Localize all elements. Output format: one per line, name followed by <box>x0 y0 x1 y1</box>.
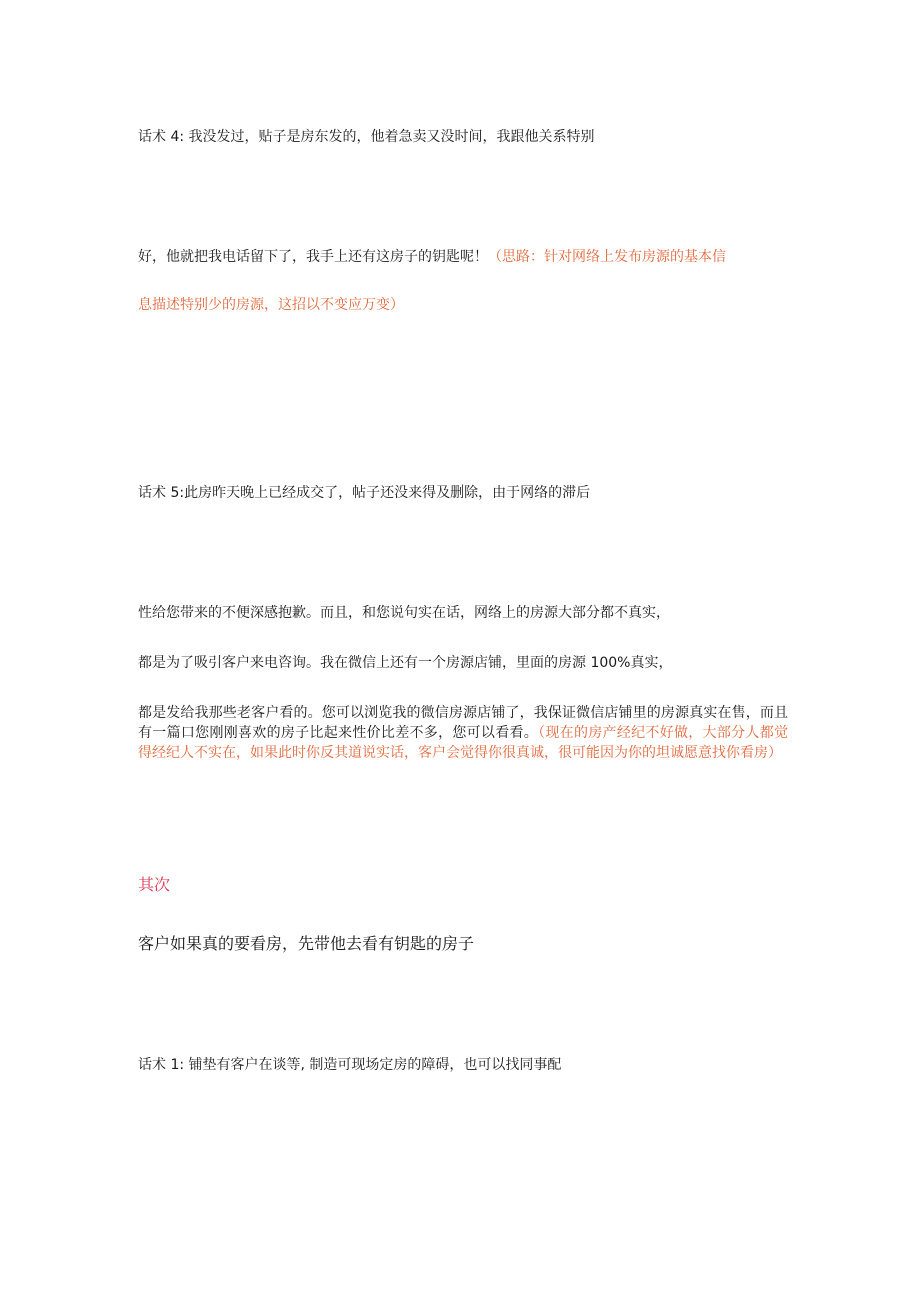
script5-paragraph <box>138 703 788 763</box>
script5-line2: 性给您带来的不便深感抱歉。而且，和您说句实在话，网络上的房源大部分都不真实， <box>138 605 670 621</box>
script4-line2-note: （思路：针对网络上发布房源的基本信 <box>488 249 726 265</box>
script4-line3-note: 息描述特别少的房源，这招以不变应万变） <box>138 297 404 313</box>
script5-paragraph-note: （现在的房产经纪不好做，大部分人都觉得经纪人不实在，如果此时你反其道说实话，客户会觉得你很真诚，很可能因为你的坦诚愿意找你看房） <box>138 725 789 761</box>
script5-paragraph-text: 都是发给我那些老客户看的。您可以浏览我的微信房源店铺了，我保证微信店铺里的房源真实在售，而且有一篇口您刚刚喜欢的房子比起来性价比差不多，您可以看看。 <box>138 705 788 741</box>
script4-line2 <box>138 247 788 267</box>
section-subheading: 客户如果真的要看房，先带他去看有钥匙的房子 <box>138 934 475 953</box>
script1-line1: 话术 1: 铺垫有客户在谈等, 制造可现场定房的障碍，也可以找同事配 <box>138 1057 562 1073</box>
section-heading: 其次 <box>138 875 171 894</box>
script4-line1: 话术 4: 我没发过，贴子是房东发的，他着急卖又没时间，我跟他关系特别 <box>138 129 595 145</box>
script5-line1: 话术 5:此房昨天晚上已经成交了，帖子还没来得及删除，由于网络的滞后 <box>138 485 591 501</box>
script4-line2-text: 好，他就把我电话留下了，我手上还有这房子的钥匙呢！ <box>138 249 488 265</box>
script5-line3: 都是为了吸引客户来电咨询。我在微信上还有一个房源店铺，里面的房源 100%真实， <box>138 655 673 671</box>
